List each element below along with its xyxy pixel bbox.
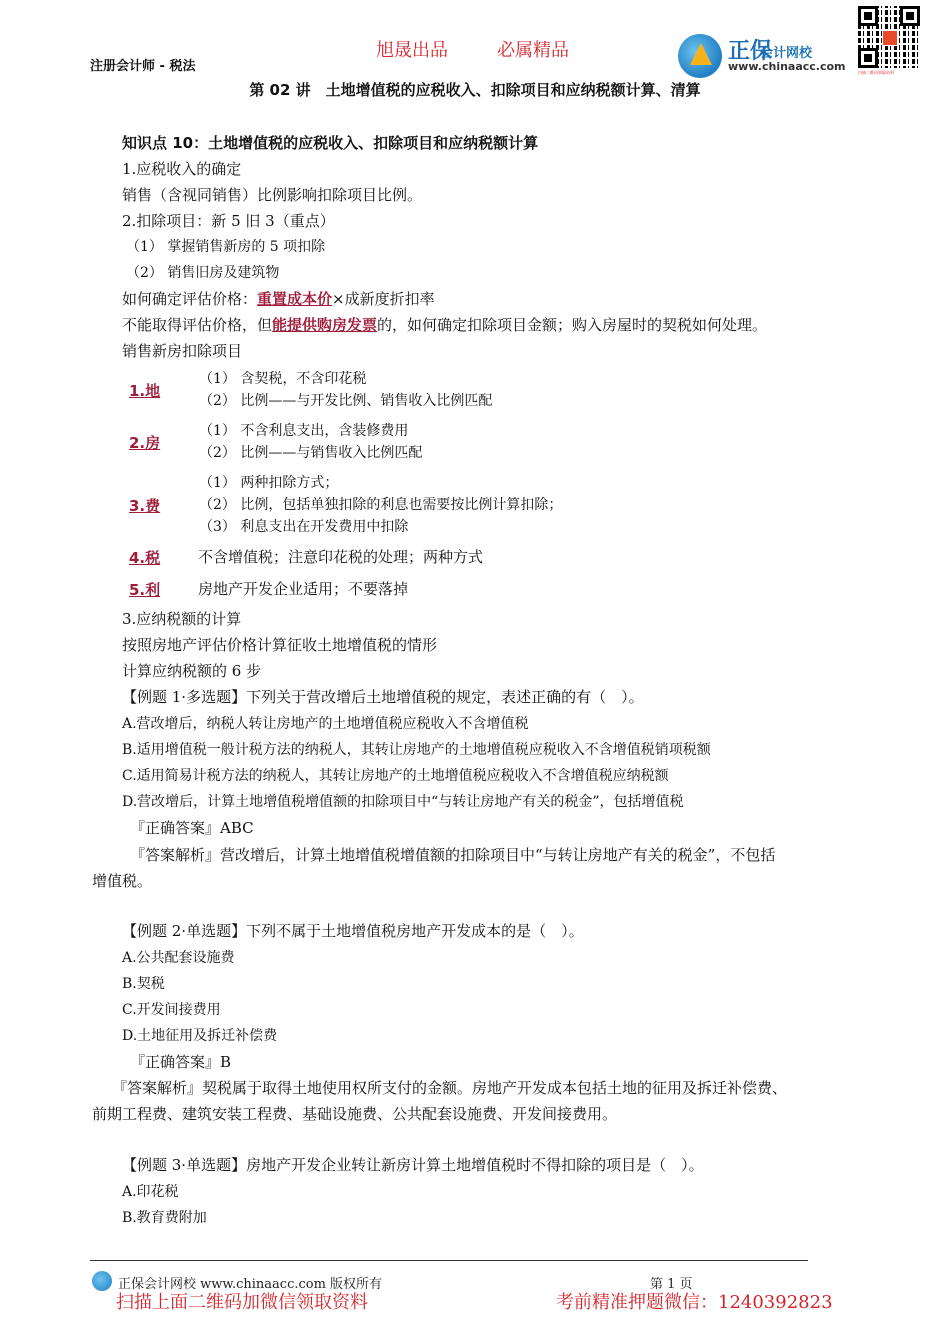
example-2-option-a: A.公共配套设施费: [122, 950, 235, 966]
section-1-text: 销售（含视同销售）比例影响扣除项目比例。: [122, 186, 423, 204]
example-2-analysis-line-2: 前期工程费、建筑安装工程费、基础设施费、公共配套设施费、开发间接费用。: [92, 1105, 618, 1123]
example-1-analysis-line-2: 增值税。: [92, 872, 153, 890]
section-3-text-b: 计算应纳税额的 6 步: [122, 662, 262, 680]
footer-page-number: 第 1 页: [650, 1277, 693, 1292]
header-course-label: 注册会计师 - 税法: [90, 59, 196, 74]
example-2-option-d: D.土地征用及拆迁补偿费: [122, 1028, 278, 1044]
section-2-heading: 2.扣除项目：新 5 旧 3（重点）: [122, 212, 335, 230]
example-1-option-a: A.营改增后，纳税人转让房地产的土地增值税应税收入不含增值税: [122, 716, 529, 732]
qr-caption: 扫描二维码领取资料: [858, 70, 894, 75]
example-3-question: 【例题 3·单选题】房地产开发企业转让新房计算土地增值税时不得扣除的项目是（ ）。: [122, 1156, 704, 1174]
no-eval-price-line: [122, 315, 767, 335]
example-2-question: 【例题 2·单选题】下列不属于土地增值税房地产开发成本的是（ ）。: [122, 922, 584, 940]
chinaacc-logo: [678, 30, 858, 80]
header-promo-left: 旭晟出品: [376, 40, 448, 61]
qr-code[interactable]: [858, 6, 920, 90]
example-1-option-c: C.适用简易计税方法的纳税人，其转让房地产的土地增值税应税收入不含增值税应纳税额: [122, 768, 669, 784]
qr-code-icon: [858, 6, 920, 68]
logo-name: 正保: [728, 39, 773, 64]
section-2-item-1: （1） 掌握销售新房的 5 项扣除: [126, 239, 326, 255]
item-key-expense: 3.费: [129, 497, 161, 515]
section-3-heading: 3.应纳税额的计算: [122, 610, 242, 628]
example-2-analysis-line-1: 『答案解析』契税属于取得土地使用权所支付的金额。房地产开发成本包括土地的征用及拆迁补偿费、: [112, 1079, 788, 1097]
eval-price-prefix: 如何确定评估价格：: [122, 290, 258, 308]
logo-subname: 会计网校: [760, 46, 813, 61]
item-land-line-2: （2） 比例——与开发比例、销售收入比例匹配: [199, 393, 493, 409]
example-1-option-d: D.营改增后，计算土地增值税增值额的扣除项目中“与转让房地产有关的税金”，包括增值税: [122, 794, 684, 810]
logo-url: www.chinaacc.com: [728, 60, 846, 73]
no-eval-key: 能提供购房发票: [272, 316, 378, 334]
example-2-option-b: B.契税: [122, 976, 165, 992]
lecture-title: 第 02 讲 土地增值税的应税收入、扣除项目和应纳税额计算、清算: [249, 81, 701, 99]
item-key-tax: 4.税: [129, 549, 161, 567]
footer-promo-right: 考前精准押题微信：1240392823: [556, 1292, 833, 1313]
section-2-item-2: （2） 销售旧房及建筑物: [126, 265, 280, 281]
logo-emblem-icon: [678, 34, 722, 78]
item-expense-line-1: （1） 两种扣除方式；: [199, 475, 339, 491]
example-3-option-a: A.印花税: [122, 1184, 179, 1200]
footer-logo-icon: [92, 1271, 112, 1291]
item-key-profit: 5.利: [129, 581, 161, 599]
item-land-line-1: （1） 含契税，不含印花税: [199, 371, 367, 387]
example-1-question: 【例题 1·多选题】下列关于营改增后土地增值税的规定，表述正确的有（ ）。: [122, 688, 644, 706]
eval-price-key: 重置成本价: [257, 290, 333, 308]
section-1-heading: 1.应税收入的确定: [122, 160, 242, 178]
example-1-option-b: B.适用增值税一般计税方法的纳税人，其转让房地产的土地增值税应税收入不含增值税销项税额: [122, 742, 711, 758]
example-3-option-b: B.教育费附加: [122, 1210, 207, 1226]
example-1-analysis-line-1: 『答案解析』营改增后，计算土地增值税增值额的扣除项目中“与转让房地产有关的税金”，不包括: [130, 846, 776, 864]
item-profit-line-1: 房地产开发企业适用；不要落掉: [198, 580, 409, 598]
item-expense-line-2: （2） 比例，包括单独扣除的利息也需要按比例计算扣除；: [199, 497, 563, 513]
eval-price-suffix: ×成新度折扣率: [332, 290, 435, 308]
example-2-option-c: C.开发间接费用: [122, 1002, 221, 1018]
new-house-items-heading: 销售新房扣除项目: [122, 342, 243, 360]
item-key-land: 1.地: [129, 382, 161, 400]
example-1-answer: 『正确答案』ABC: [130, 819, 254, 837]
item-house-line-2: （2） 比例——与销售收入比例匹配: [199, 445, 423, 461]
footer-divider: [90, 1260, 808, 1261]
example-2-answer: 『正确答案』B: [130, 1053, 232, 1071]
section-3-text-a: 按照房地产评估价格计算征收土地增值税的情形: [122, 636, 438, 654]
footer-promo-left: 扫描上面二维码加微信领取资料: [116, 1292, 368, 1313]
item-key-house: 2.房: [129, 434, 161, 452]
header-promo-right: 必属精品: [497, 40, 569, 61]
knowledge-point-title: 知识点 10：土地增值税的应税收入、扣除项目和应纳税额计算: [122, 134, 539, 152]
item-tax-line-1: 不含增值税；注意印花税的处理；两种方式: [198, 548, 484, 566]
item-house-line-1: （1） 不含利息支出，含装修费用: [199, 423, 409, 439]
no-eval-suffix: 的，如何确定扣除项目金额；购入房屋时的契税如何处理。: [377, 316, 768, 334]
eval-price-line: [122, 289, 435, 309]
item-expense-line-3: （3） 利息支出在开发费用中扣除: [199, 519, 409, 535]
footer-copyright: 正保会计网校 www.chinaacc.com 版权所有: [118, 1277, 383, 1292]
no-eval-prefix: 不能取得评估价格，但: [122, 316, 273, 334]
